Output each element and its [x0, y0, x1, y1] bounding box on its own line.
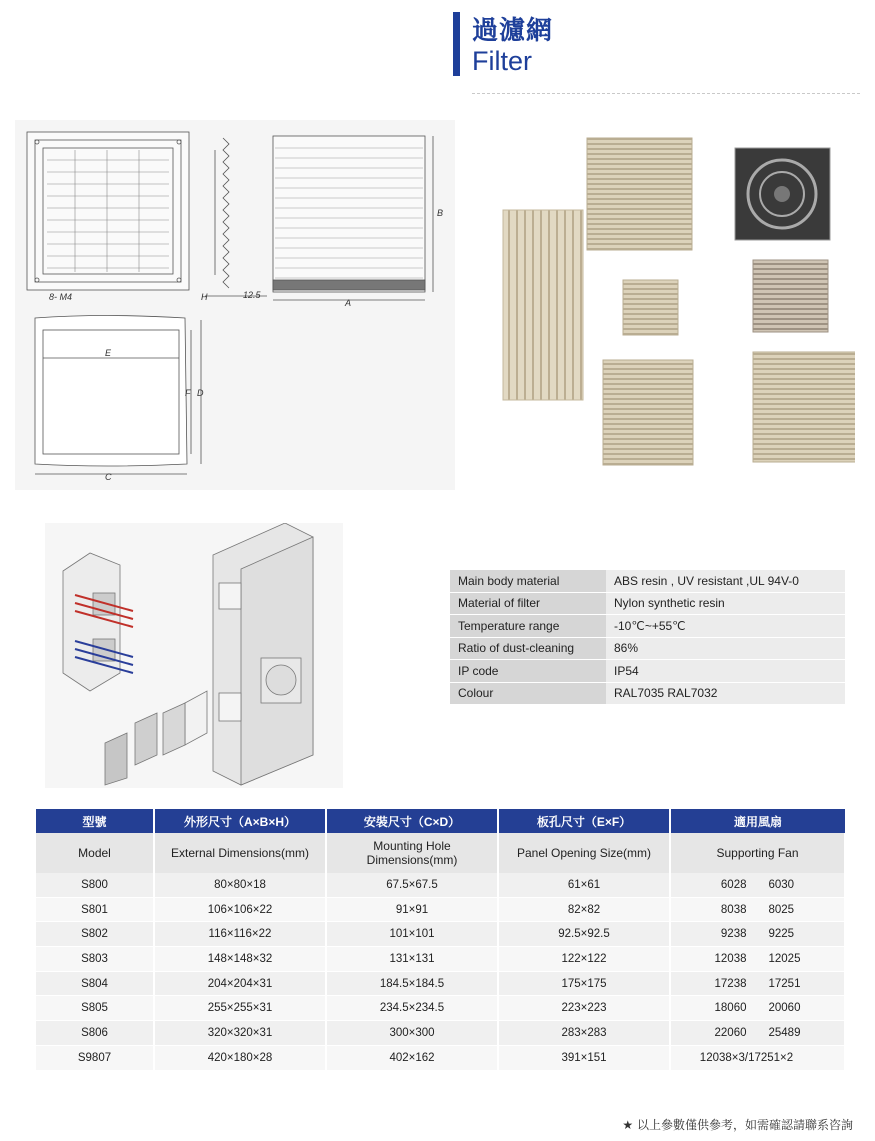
cell-model: S803: [36, 947, 154, 972]
cell-fan: [670, 1021, 845, 1046]
spec-value: ABS resin , UV resistant ,UL 94V-0: [606, 570, 845, 592]
table-row: [36, 873, 845, 897]
cell-mount: 67.5×67.5: [326, 873, 498, 897]
title-accent-bar: [453, 12, 460, 76]
cell-fan-1: 6028: [720, 878, 747, 891]
cell-ext: 255×255×31: [154, 996, 326, 1021]
col-header-fan-zh: 適用風扇: [670, 809, 845, 833]
col-subheader-panel: Panel Opening Size(mm): [498, 833, 670, 873]
cell-fan-1: 18060: [714, 1002, 747, 1015]
cell-fan-2: 12025: [768, 952, 801, 965]
spec-key: IP code: [450, 660, 606, 683]
col-header-panel-zh: 板孔尺寸（E×F）: [498, 809, 670, 833]
table-row: [36, 971, 845, 996]
label-e: E: [105, 348, 112, 358]
spec-key: Colour: [450, 682, 606, 705]
cell-mount: 101×101: [326, 922, 498, 947]
installation-diagram: [45, 523, 343, 788]
spec-value: 86%: [606, 637, 845, 660]
cell-ext: 106×106×22: [154, 897, 326, 922]
cell-panel: 92.5×92.5: [498, 922, 670, 947]
label-b: B: [437, 208, 444, 218]
label-h: H: [201, 292, 208, 302]
cell-ext: 80×80×18: [154, 873, 326, 897]
table-row: [36, 922, 845, 947]
cell-fan: [670, 897, 845, 922]
cell-fan-1: 9238: [720, 928, 747, 941]
spec-key: Ratio of dust-cleaning: [450, 637, 606, 660]
filter-mesh-photo: [503, 210, 583, 400]
cell-model: S9807: [36, 1045, 154, 1070]
cell-model: S801: [36, 897, 154, 922]
cell-mount: 184.5×184.5: [326, 971, 498, 996]
dimensions-table: [36, 809, 846, 1071]
footer-note: ★ 以上參數僅供參考，如需確認請聯系咨詢: [622, 1118, 853, 1132]
page-title-en: Filter: [472, 46, 532, 76]
spec-key: Temperature range: [450, 615, 606, 638]
cell-model: S800: [36, 873, 154, 897]
cell-fan-1: 17238: [714, 977, 747, 990]
table-row: [36, 897, 845, 922]
col-subheader-mount: Mounting Hole Dimensions(mm): [326, 833, 498, 873]
col-header-ext-zh: 外形尺寸（A×B×H）: [154, 809, 326, 833]
cell-fan-2: 8025: [768, 903, 795, 916]
cell-ext: 148×148×32: [154, 947, 326, 972]
cell-fan-1: 12038: [714, 952, 747, 965]
spec-row: [450, 615, 845, 638]
cell-fan-2: 17251: [768, 977, 801, 990]
cell-mount: 300×300: [326, 1021, 498, 1046]
spec-row: [450, 570, 845, 592]
cell-fan: [670, 922, 845, 947]
spec-row: [450, 682, 845, 705]
cell-fan-2: 9225: [768, 928, 795, 941]
label-d: D: [197, 388, 204, 398]
cell-panel: 61×61: [498, 873, 670, 897]
table-row: [36, 996, 845, 1021]
cell-fan: [670, 971, 845, 996]
cell-panel: 122×122: [498, 947, 670, 972]
spec-value: -10℃~+55℃: [606, 615, 845, 638]
cell-fan-2: 25489: [768, 1026, 801, 1039]
cell-model: S806: [36, 1021, 154, 1046]
cell-fan: [670, 996, 845, 1021]
spec-table: [450, 570, 845, 705]
table-row: [36, 1045, 845, 1070]
cell-fan-2: 6030: [768, 878, 795, 891]
cell-fan-2: 20060: [768, 1002, 801, 1015]
cell-model: S802: [36, 922, 154, 947]
spec-key: Material of filter: [450, 592, 606, 615]
col-subheader-model: Model: [36, 833, 154, 873]
spec-value: RAL7035 RAL7032: [606, 682, 845, 705]
cell-ext: 116×116×22: [154, 922, 326, 947]
cell-fan: [670, 1045, 845, 1070]
label-c: C: [105, 472, 112, 482]
spec-value: IP54: [606, 660, 845, 683]
spec-row: [450, 592, 845, 615]
cell-model: S804: [36, 971, 154, 996]
spec-row: [450, 660, 845, 683]
col-header-mount-zh: 安裝尺寸（C×D）: [326, 809, 498, 833]
cell-fan-1: 8038: [720, 903, 747, 916]
cell-fan: [670, 873, 845, 897]
cell-fan: [670, 947, 845, 972]
label-8m4: 8- M4: [49, 292, 73, 302]
page-title-zh: 過濾網: [472, 16, 554, 46]
product-photos: [495, 120, 855, 490]
cell-mount: 91×91: [326, 897, 498, 922]
col-subheader-fan: Supporting Fan: [670, 833, 845, 873]
cell-panel: 283×283: [498, 1021, 670, 1046]
col-header-model-zh: 型號: [36, 809, 154, 833]
cell-ext: 320×320×31: [154, 1021, 326, 1046]
cell-model: S805: [36, 996, 154, 1021]
cell-mount: 234.5×234.5: [326, 996, 498, 1021]
table-row: [36, 947, 845, 972]
table-row: [36, 1021, 845, 1046]
spec-key: Main body material: [450, 570, 606, 592]
label-12-5: 12.5: [243, 290, 261, 300]
label-f: F: [185, 388, 191, 398]
cell-mount: 402×162: [326, 1045, 498, 1070]
cell-fan-1: 12038×3/17251×2: [699, 1051, 794, 1064]
cell-panel: 223×223: [498, 996, 670, 1021]
spec-row: [450, 637, 845, 660]
header-divider: [472, 93, 860, 94]
cell-ext: 420×180×28: [154, 1045, 326, 1070]
cell-panel: 82×82: [498, 897, 670, 922]
label-a: A: [345, 298, 352, 308]
cell-panel: 391×151: [498, 1045, 670, 1070]
cell-ext: 204×204×31: [154, 971, 326, 996]
technical-drawing: [15, 120, 455, 490]
spec-value: Nylon synthetic resin: [606, 592, 845, 615]
cell-fan-1: 22060: [714, 1026, 747, 1039]
cell-mount: 131×131: [326, 947, 498, 972]
cell-panel: 175×175: [498, 971, 670, 996]
col-subheader-ext: External Dimensions(mm): [154, 833, 326, 873]
